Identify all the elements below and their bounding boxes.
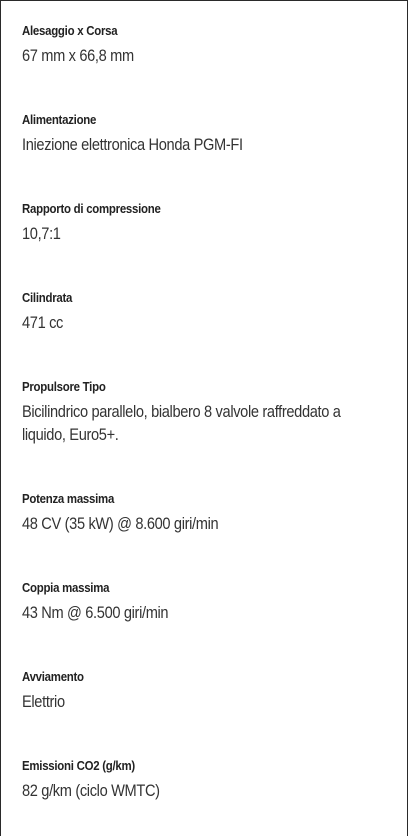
spec-value: 48 CV (35 kW) @ 8.600 giri/min (22, 514, 219, 533)
spec-value: 82 g/km (ciclo WMTC) (22, 781, 160, 800)
spec-label: Rapporto di compressione (22, 201, 161, 216)
spec-fuel-system (22, 112, 395, 156)
spec-max-power (22, 491, 395, 535)
spec-value: 43 Nm @ 6.500 giri/min (22, 603, 169, 622)
spec-max-torque (22, 580, 395, 624)
spec-label: Coppia massima (22, 580, 110, 595)
spec-engine-type (22, 379, 395, 446)
spec-value: Elettrio (22, 692, 65, 711)
spec-bore-stroke (22, 23, 395, 67)
spec-co2-emissions (22, 758, 395, 802)
spec-value: Iniezione elettronica Honda PGM-FI (22, 135, 243, 154)
spec-compression-ratio (22, 201, 395, 245)
spec-label: Propulsore Tipo (22, 379, 106, 394)
spec-label: Emissioni CO2 (g/km) (22, 758, 135, 773)
spec-displacement (22, 290, 395, 334)
spec-starter (22, 669, 395, 713)
spec-value: 67 mm x 66,8 mm (22, 46, 134, 65)
spec-label: Avviamento (22, 669, 84, 684)
spec-label: Potenza massima (22, 491, 115, 506)
spec-label: Cilindrata (22, 290, 73, 305)
spec-label: Alesaggio x Corsa (22, 23, 118, 38)
spec-value: 10,7:1 (22, 224, 61, 243)
spec-label: Alimentazione (22, 112, 97, 127)
spec-value: Bicilindrico parallelo, bialbero 8 valvole raffreddato a liquido, Euro5+. (22, 402, 341, 444)
spec-value: 471 cc (22, 313, 64, 332)
